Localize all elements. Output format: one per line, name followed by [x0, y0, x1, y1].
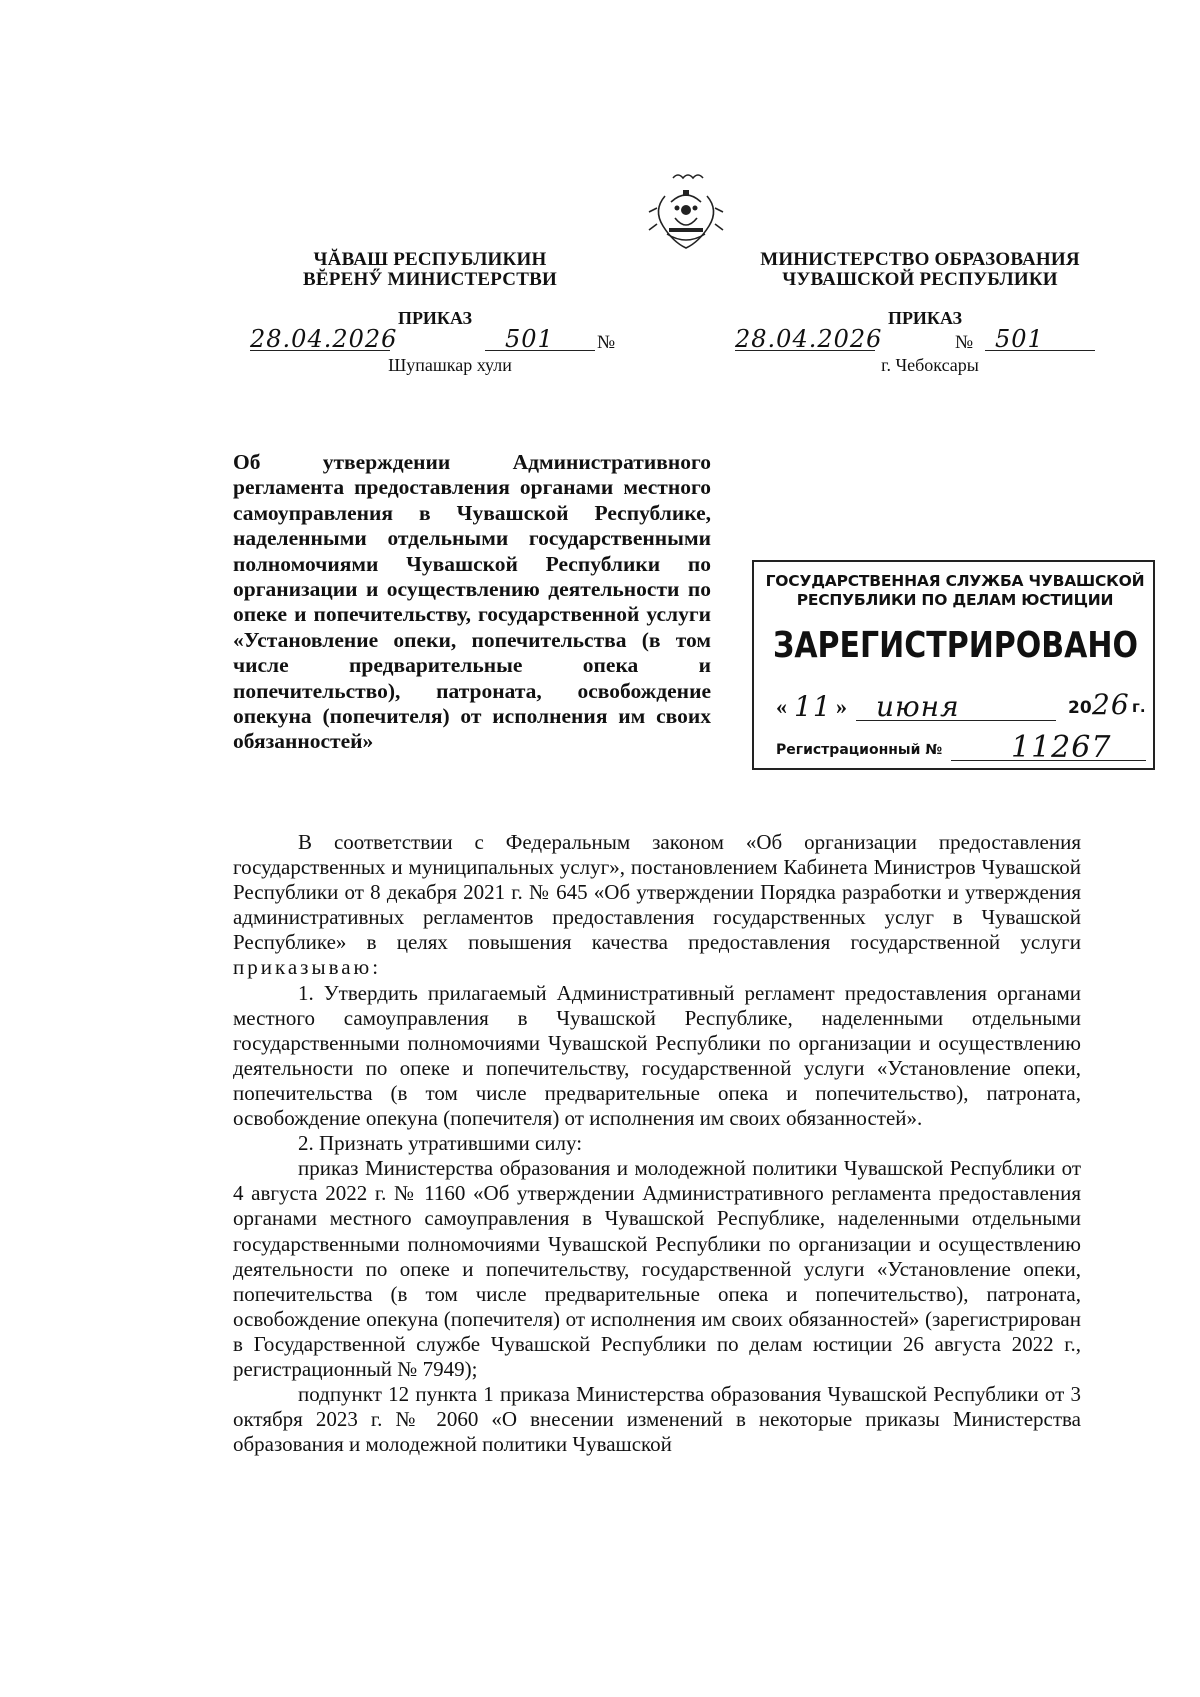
paragraph-repealed-order-1: приказ Министерства образования и молодежной политики Чувашской Республики от 4 августа 2022 г. № 1160 «Об утверждении Административного регламента предоставления органами местного самоуправления в Чувашской Республике, наделенными отдельными государственными полномочиями Чувашской Республики по организации и осуществлению деятельности по опеке и попечительству, государственной услуги «Установление опеки, попечительства (в том числе предварительные опека и попечительство), патроната, освобождение опекуна (попечителя) от исполнения им своих обязанностей» (зарегистрирован в Государственной службе Чувашской Республики по делам юстиции 26 августа 2022 г., регистрационный № 7949); — [233, 1156, 1081, 1381]
registration-stamp — [752, 560, 1155, 770]
paragraph-item-1: 1. Утвердить прилагаемый Административный регламент предоставления органами местного самоуправления в Чувашской Республике, наделенными отдельными государственными полномочиями Чувашской Республики по организации и осуществлению деятельности по опеке и попечительству, государственной услуги «Установление опеки, попечительства (в том числе предварительные опека и попечительство), патроната, освобождение опекуна (попечителя) от исполнения им своих обязанностей». — [233, 980, 1081, 1131]
stamp-registered-text: ЗАРЕГИСТРИРОВАНО — [773, 624, 1138, 667]
stamp-month: июня — [876, 690, 960, 723]
stamp-year-prefix: 20 — [1068, 698, 1092, 718]
stamp-year-suffix: 26 — [1092, 688, 1130, 721]
right-number-sign: № — [955, 332, 974, 353]
stamp-org-line2: РЕСПУБЛИКИ ПО ДЕЛАМ ЮСТИЦИИ — [796, 591, 1114, 609]
right-date-handwritten: 28.04.2026 — [735, 325, 883, 353]
header-left-line2: ВĔРЕНӲ МИНИСТЕРСТВИ — [303, 269, 557, 290]
coat-of-arms-emblem — [645, 168, 727, 260]
stamp-month-underline — [856, 720, 1056, 721]
prikaz-left-label: ПРИКАЗ — [397, 308, 473, 328]
paragraph-preamble-text: В соответствии с Федеральным законом «Об организации предоставления государственных и муниципальных услуг», постановлением Кабинета Министров Чувашской Республики от 8 декабря 2021 г. № 645 «Об утверждении Порядка разработки и утверждения административных регламентов предоставления государственных услуг в Чувашской Республике» в целях повышения качества предоставления государственной услуги — [233, 830, 1081, 955]
stamp-reg-number: 11267 — [1011, 730, 1112, 765]
stamp-organization — [760, 572, 1150, 610]
document-body — [233, 830, 1081, 1457]
order-keyword: приказываю: — [233, 955, 382, 980]
paragraph-repealed-order-2: подпункт 12 пункта 1 приказа Министерства образования Чувашской Республики от 3 октября 2023 г. № 2060 «О внесении изменений в некоторые приказы Министерства образования и молодежной политики Чувашской — [233, 1382, 1081, 1457]
document-title: Об утверждении Административного регламента предоставления органами местного самоуправления в Чувашской Республике, наделенными отдельными государственными полномочиями Чувашской Республики по организации и осуществлению деятельности по опеке и попечительству, государственной услуги «Установление опеки, попечительства (в том числе предварительные опека и попечительство), патроната, освобождение опекуна (попечителя) от исполнения им своих обязанностей» — [233, 450, 711, 754]
stamp-reg-label: Регистрационный № — [776, 742, 943, 758]
right-date-underline — [735, 350, 875, 351]
header-left-line1: ЧĂВАШ РЕСПУБЛИКИН — [313, 249, 547, 270]
header-left-org — [300, 250, 560, 290]
right-city: г. Чебоксары — [881, 355, 979, 375]
header-right-org — [755, 250, 1085, 290]
paragraph-preamble — [233, 830, 1081, 981]
right-number-underline — [985, 350, 1095, 351]
stamp-date-row: « 11 » июня 20 26 г. — [776, 688, 1146, 723]
left-number-handwritten: 501 — [505, 325, 554, 353]
stamp-reg-underline — [951, 760, 1146, 761]
paragraph-item-2: 2. Признать утратившими силу: — [298, 1131, 583, 1156]
left-number-sign: № — [597, 332, 616, 353]
left-date-underline — [250, 350, 390, 351]
stamp-org-line1: ГОСУДАРСТВЕННАЯ СЛУЖБА ЧУВАШСКОЙ — [765, 572, 1145, 590]
prikaz-right-label: ПРИКАЗ — [887, 308, 963, 328]
stamp-reg-number-row — [776, 730, 1146, 765]
stamp-day: 11 — [794, 690, 832, 723]
left-date-handwritten: 28.04.2026 — [250, 325, 398, 353]
left-number-underline — [485, 350, 595, 351]
stamp-year-g: г. — [1132, 698, 1146, 716]
right-number-handwritten: 501 — [995, 325, 1044, 353]
left-city: Шупашкар хули — [388, 355, 512, 375]
header-right-line1: МИНИСТЕРСТВО ОБРАЗОВАНИЯ — [760, 249, 1080, 270]
header-right-line2: ЧУВАШСКОЙ РЕСПУБЛИКИ — [782, 269, 1058, 290]
